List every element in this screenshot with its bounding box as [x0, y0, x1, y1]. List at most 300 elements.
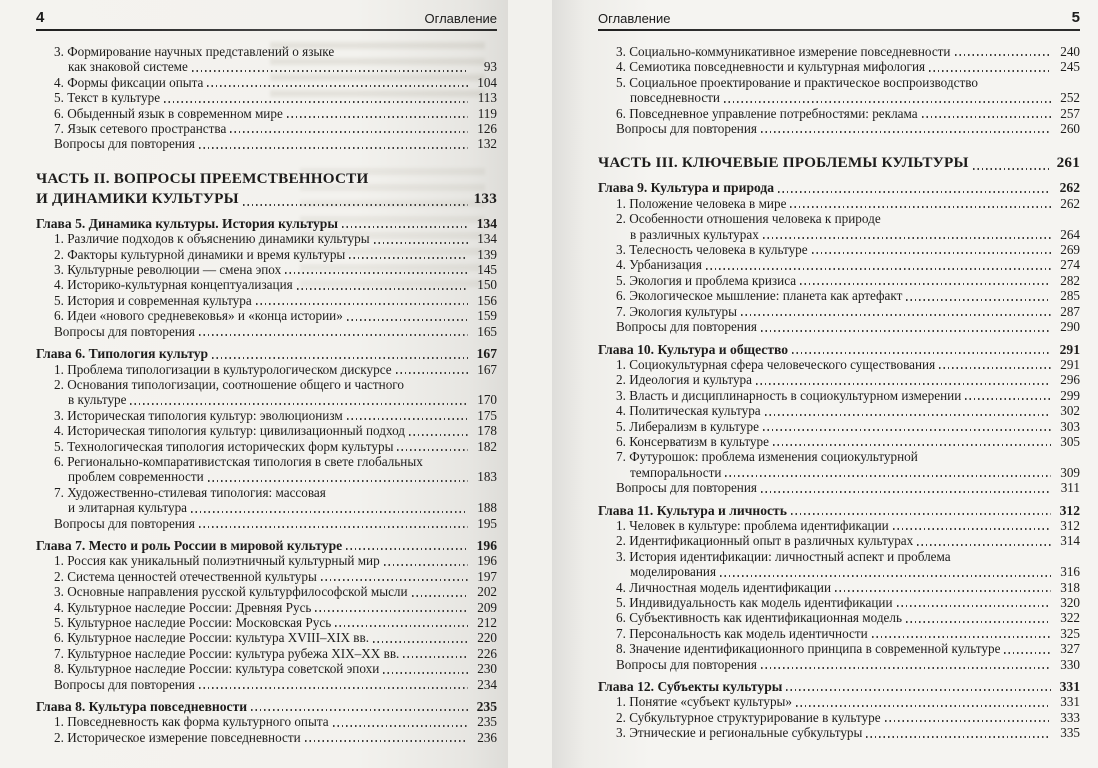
toc-page-ref: 325	[1060, 625, 1080, 641]
dot-leader	[763, 237, 1051, 239]
dot-leader	[207, 85, 468, 87]
toc-entry-text: ЧАСТЬ III. КЛЮЧЕВЫЕ ПРОБЛЕМЫ КУЛЬТУРЫ	[598, 154, 969, 172]
toc-item	[598, 641, 1080, 656]
toc-item	[598, 518, 1080, 533]
dot-leader	[397, 449, 468, 451]
toc-page-ref: 113	[477, 90, 497, 106]
toc-entry-text: 4. Культурное наследие России: Древняя Русь	[54, 599, 312, 615]
toc-page-ref: 139	[477, 246, 497, 262]
dot-leader	[897, 605, 1051, 607]
toc-entry-text: 1. Проблема типологизации в культурологическом дискурсе	[54, 361, 392, 377]
toc-item	[36, 516, 497, 531]
toc-item	[598, 549, 1080, 580]
toc-entry-text: 2. Основания типологизации, соотношение общего и частного	[54, 376, 404, 392]
toc-entry-text: Глава 6. Типология культур	[36, 346, 209, 362]
toc-page-ref: 156	[477, 292, 497, 308]
toc-entry-text: 7. Культурное наследие России: культура рубежа XIX–XX вв.	[54, 645, 400, 661]
toc-entry-text: Глава 10. Культура и общество	[598, 341, 789, 357]
toc-item	[598, 434, 1080, 449]
toc-page-ref: 150	[477, 277, 497, 293]
toc-entry-text: 3. Формирование научных представлений о языке	[54, 44, 335, 59]
toc-item	[598, 449, 1080, 480]
toc-entry-text: 5. Социальное проектирование и практическое воспроизводство	[616, 74, 978, 90]
dot-leader	[130, 403, 468, 405]
dot-leader	[791, 513, 1051, 515]
dot-leader	[347, 418, 468, 420]
dot-leader	[792, 352, 1051, 354]
toc-item	[36, 454, 497, 485]
toc-page-ref: 309	[1060, 464, 1080, 480]
dot-leader	[939, 367, 1051, 369]
toc-chapter-heading	[598, 503, 1080, 518]
toc-item	[36, 90, 497, 105]
right-page	[552, 0, 1098, 768]
toc-item	[598, 710, 1080, 725]
toc-page-ref: 245	[1060, 59, 1080, 75]
dot-leader	[741, 314, 1051, 316]
toc-entry-text: 8. Культурное наследие России: культура советской эпохи	[54, 661, 380, 677]
header-rule	[598, 29, 1080, 31]
toc-page-ref: 269	[1060, 242, 1080, 258]
toc-entry-text: Вопросы для повторения	[616, 319, 757, 335]
toc-chapter-heading	[36, 538, 497, 553]
toc-page-ref: 234	[477, 676, 497, 692]
dot-leader	[347, 319, 468, 321]
toc-item	[36, 730, 497, 745]
toc-part-heading	[598, 153, 1080, 173]
toc-item	[598, 533, 1080, 548]
toc-entry-text: моделирования	[630, 564, 717, 580]
toc-entry-text: 6. Идеи «нового средневековья» и «конца истории»	[54, 308, 343, 324]
toc-item	[36, 362, 497, 377]
toc-entry-text: 4. Формы фиксации опыта	[54, 74, 204, 90]
dot-leader	[790, 206, 1051, 208]
toc-item	[598, 595, 1080, 610]
toc-entry-text: Глава 11. Культура и личность	[598, 502, 787, 518]
dot-leader	[906, 299, 1051, 301]
toc-item	[36, 247, 497, 262]
dot-leader	[955, 54, 1052, 56]
toc-item	[36, 136, 497, 151]
toc-entry-text: 1. Понятие «субъект культуры»	[616, 694, 792, 710]
dot-leader	[383, 672, 468, 674]
toc-item	[36, 277, 497, 292]
toc-item	[598, 106, 1080, 121]
toc-entry-text: 4. Политическая культура	[616, 403, 761, 419]
toc-page-ref: 132	[477, 136, 497, 152]
dot-leader	[346, 548, 468, 550]
toc-entry-text: 1. Социокультурная сфера человеческого существования	[616, 356, 936, 372]
toc-entry-text: 5. Текст в культуре	[54, 90, 161, 106]
toc-item	[36, 423, 497, 438]
toc-entry-text: 5. Либерализм в культуре	[616, 418, 759, 434]
toc-entry-text: и элитарная культура	[68, 500, 188, 516]
dot-leader	[922, 116, 1051, 118]
toc-entry-text: как знаковой системе	[68, 59, 188, 75]
toc-page-ref: 212	[477, 615, 497, 630]
toc-entry-text: Вопросы для повторения	[54, 676, 195, 692]
dot-leader	[765, 414, 1051, 416]
page-number: 5	[1071, 9, 1080, 26]
dot-leader	[773, 444, 1051, 446]
toc-item	[36, 439, 497, 454]
toc-item	[36, 408, 497, 423]
toc-entry-text: 7. Язык сетевого пространства	[54, 121, 227, 137]
toc-entry-text: И ДИНАМИКИ КУЛЬТУРЫ	[36, 189, 239, 207]
dot-leader	[373, 641, 468, 643]
toc-entry-text: 5. Индивидуальность как модель идентификации	[616, 595, 893, 610]
toc-page-ref: 167	[477, 361, 497, 377]
toc-entry-text: проблем современности	[68, 469, 204, 485]
toc-page-ref: 322	[1060, 610, 1080, 626]
toc-entry-text: Глава 7. Место и роль России в мировой культуре	[36, 537, 343, 553]
toc-item	[36, 569, 497, 584]
toc-chapter-heading	[36, 216, 497, 231]
toc-page-ref: 119	[477, 105, 497, 121]
toc-entry-text: 4. Урбанизация	[616, 257, 702, 273]
dot-leader	[199, 687, 468, 689]
dot-leader	[199, 147, 468, 149]
toc-page-ref: 333	[1060, 709, 1080, 725]
toc-page-ref: 226	[477, 645, 497, 661]
toc-page-ref: 220	[477, 630, 497, 646]
dot-leader	[800, 283, 1051, 285]
dot-leader	[297, 288, 468, 290]
toc-page-ref: 320	[1060, 595, 1080, 610]
toc-entry-text: 6. Субъективность как идентификационная модель	[616, 610, 902, 626]
toc-item	[36, 485, 497, 516]
dot-leader	[199, 526, 468, 528]
dot-leader	[725, 475, 1051, 477]
dot-leader	[893, 528, 1051, 530]
dot-leader	[191, 511, 468, 513]
toc-chapter-heading	[598, 679, 1080, 694]
dot-leader	[720, 575, 1051, 577]
toc-item	[598, 580, 1080, 595]
dot-leader	[285, 272, 468, 274]
toc-entry-text: 2. Идеология и культура	[616, 372, 753, 388]
dot-leader	[796, 705, 1051, 707]
toc-entry-text: 3. Культурные революции — смена эпох	[54, 262, 282, 278]
toc-item	[598, 694, 1080, 709]
dot-leader	[786, 689, 1051, 691]
toc-entry-text: 6. Консерватизм в культуре	[616, 433, 769, 449]
dot-leader	[761, 131, 1051, 133]
header-rule	[36, 29, 497, 31]
toc-entry-text: Глава 9. Культура и природа	[598, 180, 775, 196]
toc-entry-text: Вопросы для повторения	[54, 323, 195, 339]
toc-entry-text: 2. Факторы культурной динамики и время культуры	[54, 246, 346, 262]
toc-entry-text: 3. Основные направления русской культурфилософской мысли	[54, 584, 408, 600]
dot-leader	[929, 70, 1051, 72]
toc-entry-text: в различных культурах	[630, 226, 759, 242]
toc-page-ref: 302	[1060, 403, 1080, 419]
book-spine	[494, 0, 566, 768]
toc-chapter-heading	[36, 346, 497, 361]
toc-page-ref: 178	[477, 423, 497, 439]
toc-entry-text: 6. Экологическое мышление: планета как артефакт	[616, 288, 903, 304]
toc-entry-text: 6. Обыденный язык в современном мире	[54, 105, 283, 121]
toc-page-ref: 290	[1060, 319, 1080, 335]
toc-page-ref: 291	[1059, 341, 1080, 357]
toc-entry-text: Глава 8. Культура повседневности	[36, 699, 248, 715]
dot-leader	[724, 101, 1051, 103]
toc-page-ref: 126	[477, 121, 497, 137]
toc-page-ref: 291	[1060, 356, 1080, 372]
dot-leader	[384, 564, 468, 566]
toc-page-ref: 262	[1059, 180, 1080, 196]
dot-leader	[208, 480, 468, 482]
toc-entry-text: 3. Социально-коммуникативное измерение повседневности	[616, 44, 951, 59]
toc-page-ref: 196	[476, 537, 497, 553]
dot-leader	[256, 303, 468, 305]
toc-item	[36, 324, 497, 339]
toc-entry-text: 1. Человек в культуре: проблема идентификации	[616, 517, 889, 533]
toc-item	[598, 121, 1080, 136]
toc-item	[36, 121, 497, 136]
toc-page-ref: 316	[1060, 564, 1080, 580]
toc-item	[36, 231, 497, 246]
toc-entry-text: 1. Положение человека в мире	[616, 195, 787, 211]
toc-entry-text: 2. Идентификационный опыт в различных культурах	[616, 533, 914, 549]
dot-leader	[917, 544, 1051, 546]
toc-entry-text: 7. Художественно-стилевая типология: массовая	[54, 484, 326, 500]
dot-leader	[349, 257, 468, 259]
toc-item	[36, 600, 497, 615]
toc-item	[36, 714, 497, 729]
toc-page-ref: 287	[1060, 303, 1080, 319]
toc-page-ref: 318	[1060, 579, 1080, 595]
toc-page-ref: 202	[477, 584, 497, 600]
toc-entry-text: ЧАСТЬ II. ВОПРОСЫ ПРЕЕМСТВЕННОСТИ	[36, 169, 369, 187]
toc-page-ref: 331	[1059, 679, 1080, 695]
toc-chapter-heading	[598, 342, 1080, 357]
dot-leader	[973, 168, 1051, 170]
page-header	[598, 0, 1080, 29]
toc-entry-text: Вопросы для повторения	[54, 136, 195, 152]
toc-item	[598, 372, 1080, 387]
running-title: Оглавление	[424, 11, 497, 26]
toc-page-ref: 159	[477, 308, 497, 324]
toc-item	[598, 610, 1080, 625]
dot-leader	[333, 725, 468, 727]
dot-leader	[305, 740, 468, 742]
toc-page-ref: 209	[477, 599, 497, 615]
toc-item	[36, 584, 497, 599]
toc-item	[36, 615, 497, 630]
toc-item	[36, 677, 497, 692]
toc-entry-text: темпоральности	[630, 464, 722, 480]
toc-entry-text: 6. Культурное наследие России: культура XVIII–XIX вв.	[54, 630, 370, 646]
toc-entry-text: 6. Повседневное управление потребностями: реклама	[616, 105, 918, 121]
toc-page-ref: 93	[483, 59, 497, 75]
toc-entry-text: Вопросы для повторения	[616, 656, 757, 672]
dot-leader	[1004, 652, 1051, 654]
toc-left	[36, 44, 497, 745]
toc-item	[598, 480, 1080, 495]
toc-item	[36, 262, 497, 277]
toc-page-ref: 230	[477, 661, 497, 677]
toc-chapter-heading	[598, 180, 1080, 195]
toc-page-ref: 312	[1059, 502, 1080, 518]
toc-entry-text: 3. Этнические и региональные субкультуры	[616, 725, 863, 741]
toc-entry-text: 3. Телесность человека в культуре	[616, 242, 808, 258]
dot-leader	[812, 252, 1051, 254]
toc-entry-text: 1. Россия как уникальный полиэтничный культурный мир	[54, 553, 380, 569]
toc-page-ref: 133	[473, 189, 497, 207]
dot-leader	[212, 357, 468, 359]
toc-entry-text: 1. Повседневность как форма культурного опыта	[54, 714, 329, 730]
dot-leader	[778, 191, 1051, 193]
toc-page-ref: 312	[1060, 517, 1080, 533]
toc-page-ref: 235	[476, 699, 497, 715]
toc-part-heading	[36, 169, 497, 209]
toc-item	[36, 646, 497, 661]
toc-item	[598, 626, 1080, 641]
toc-entry-text: 2. Субкультурное структурирование в культуре	[616, 709, 881, 725]
dot-leader	[409, 434, 468, 436]
toc-item	[598, 44, 1080, 59]
dot-leader	[230, 131, 468, 133]
toc-page-ref: 134	[476, 215, 497, 231]
toc-entry-text: 6. Регионально-компаративистская типология в свете глобальных	[54, 453, 423, 469]
toc-entry-text: повседневности	[630, 90, 720, 106]
dot-leader	[866, 736, 1051, 738]
toc-item	[36, 553, 497, 568]
dot-leader	[763, 429, 1051, 431]
toc-item	[598, 725, 1080, 740]
toc-item	[598, 257, 1080, 272]
dot-leader	[761, 667, 1051, 669]
toc-item	[598, 319, 1080, 334]
toc-entry-text: 3. История идентификации: личностный аспект и проблема	[616, 548, 951, 564]
toc-page-ref: 240	[1060, 44, 1080, 59]
toc-entry-text: 1. Различие подходов к объяснению динамики культуры	[54, 231, 370, 247]
toc-entry-text: 8. Значение идентификационного принципа в современной культуре	[616, 641, 1001, 657]
toc-item	[598, 304, 1080, 319]
dot-leader	[192, 70, 468, 72]
toc-page-ref: 311	[1060, 480, 1080, 496]
toc-item	[598, 419, 1080, 434]
toc-right	[598, 44, 1080, 741]
toc-entry-text: 3. Власть и дисциплинарность в социокультурном измерении	[616, 387, 962, 403]
toc-entry-text: Глава 5. Динамика культуры. История культуры	[36, 215, 338, 231]
dot-leader	[396, 372, 468, 374]
toc-entry-text: 5. Технологическая типология исторических форм культуры	[54, 438, 394, 454]
dot-leader	[321, 579, 468, 581]
toc-item	[598, 59, 1080, 74]
toc-page-ref: 165	[477, 323, 497, 339]
toc-page-ref: 282	[1060, 272, 1080, 288]
dot-leader	[756, 383, 1051, 385]
toc-page-ref: 285	[1060, 288, 1080, 304]
left-page	[0, 0, 508, 768]
toc-entry-text: Глава 12. Субъекты культуры	[598, 679, 783, 695]
page-header	[36, 0, 497, 29]
toc-page-ref: 183	[477, 469, 497, 485]
toc-entry-text: 2. Система ценностей отечественной культуры	[54, 568, 317, 584]
toc-item	[36, 106, 497, 121]
dot-leader	[835, 590, 1051, 592]
toc-page-ref: 167	[476, 346, 497, 362]
toc-page-ref: 330	[1060, 656, 1080, 672]
dot-leader	[403, 656, 468, 658]
toc-entry-text: 7. Персональность как модель идентичности	[616, 625, 868, 641]
toc-page-ref: 261	[1056, 154, 1080, 172]
toc-page-ref: 236	[477, 729, 497, 745]
page-number: 4	[36, 9, 45, 26]
toc-entry-text: 4. Семиотика повседневности и культурная мифология	[616, 59, 926, 75]
toc-entry-text: 4. Историко-культурная концептуализация	[54, 277, 293, 293]
toc-entry-text: Вопросы для повторения	[616, 121, 757, 137]
dot-leader	[315, 610, 468, 612]
dot-leader	[965, 398, 1051, 400]
toc-page-ref: 188	[477, 500, 497, 516]
dot-leader	[885, 720, 1051, 722]
toc-page-ref: 335	[1060, 725, 1080, 741]
dot-leader	[906, 621, 1051, 623]
toc-item	[598, 657, 1080, 672]
toc-item	[598, 403, 1080, 418]
toc-entry-text: Вопросы для повторения	[54, 515, 195, 531]
toc-item	[36, 661, 497, 676]
toc-page-ref: 182	[477, 438, 497, 454]
toc-page-ref: 264	[1060, 226, 1080, 242]
toc-page-ref: 197	[477, 568, 497, 584]
toc-entry-text: 5. Культурное наследие России: Московская Русь	[54, 615, 332, 630]
dot-leader	[374, 242, 468, 244]
dot-leader	[287, 116, 468, 118]
toc-entry-text: 4. Историческая типология культур: цивилизационный подход	[54, 423, 405, 439]
toc-entry-text: Вопросы для повторения	[616, 480, 757, 496]
dot-leader	[251, 709, 468, 711]
toc-page-ref: 104	[477, 74, 497, 90]
toc-item	[598, 242, 1080, 257]
toc-chapter-heading	[36, 699, 497, 714]
dot-leader	[761, 491, 1051, 493]
toc-item	[598, 357, 1080, 372]
toc-page-ref: 303	[1060, 418, 1080, 434]
toc-item	[36, 630, 497, 645]
toc-item	[598, 388, 1080, 403]
toc-page-ref: 327	[1060, 641, 1080, 657]
toc-item	[598, 273, 1080, 288]
toc-entry-text: 2. Историческое измерение повседневности	[54, 729, 301, 745]
toc-page-ref: 235	[477, 714, 497, 730]
dot-leader	[199, 334, 468, 336]
toc-page-ref: 262	[1060, 195, 1080, 211]
toc-page-ref: 260	[1060, 121, 1080, 137]
toc-page-ref: 134	[477, 231, 497, 247]
dot-leader	[243, 204, 468, 206]
dot-leader	[342, 226, 468, 228]
toc-item	[36, 75, 497, 90]
toc-page-ref: 145	[477, 262, 497, 278]
toc-page-ref: 305	[1060, 433, 1080, 449]
dot-leader	[761, 330, 1051, 332]
toc-entry-text: 5. История и современная культура	[54, 292, 252, 308]
toc-entry-text: в культуре	[68, 392, 127, 408]
toc-item	[36, 308, 497, 323]
toc-entry-text: 2. Особенности отношения человека к природе	[616, 211, 881, 227]
toc-item	[598, 211, 1080, 242]
toc-item	[598, 75, 1080, 106]
toc-page-ref: 170	[477, 392, 497, 408]
dot-leader	[412, 595, 468, 597]
toc-page-ref: 175	[477, 407, 497, 423]
toc-entry-text: 7. Футурошок: проблема изменения социокультурной	[616, 449, 918, 465]
toc-page-ref: 195	[477, 515, 497, 531]
